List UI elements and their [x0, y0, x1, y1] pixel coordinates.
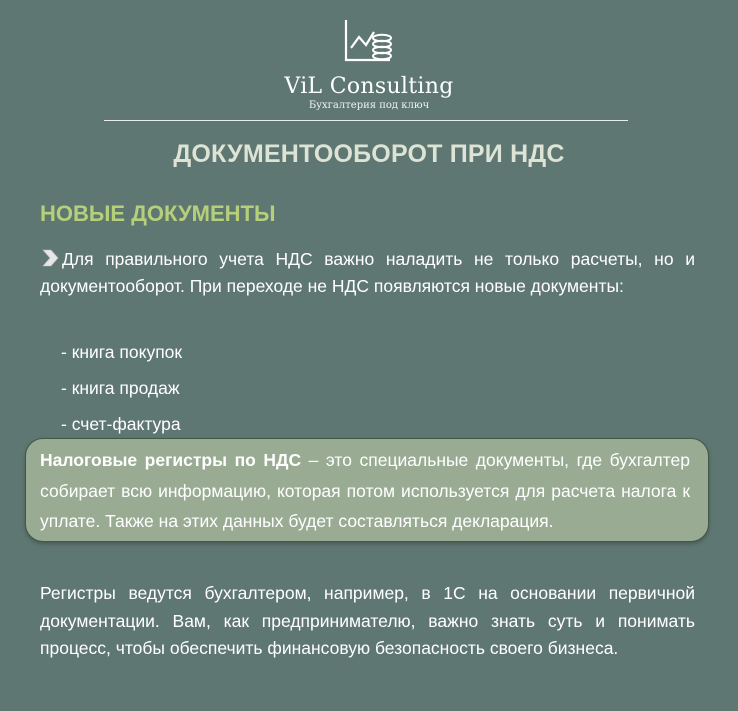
brand-name: ViL Consulting [284, 74, 454, 99]
section-heading: НОВЫЕ ДОКУМЕНТЫ [40, 201, 276, 226]
page-title: ДОКУМЕНТООБОРОТ ПРИ НДС [173, 140, 565, 168]
documents-list [61, 339, 182, 447]
closing-paragraph: Регистры ведутся бухгалтером, например, в 1С на основании первичной документации. Вам, как предпринимателю, важно знать суть и понимать процесс, чтобы обеспечить финансовую безопасность своего бизнеса. [40, 583, 695, 658]
intro-text: Для правильного учета НДС важно наладить не только расчеты, но и документооборот. При переходе не НДС появляются новые документы: [40, 249, 695, 296]
brand-tagline: Бухгалтерия под ключ [308, 100, 430, 111]
logo [0, 18, 738, 112]
definition-callout [25, 438, 709, 542]
callout-term: Налоговые регистры по НДС [40, 450, 302, 470]
header-divider [104, 120, 628, 121]
list-item: - книга продаж [61, 378, 180, 398]
callout-text: – это специальные документы, где бухгалтер собирает всю информацию, которая потом используется для расчета налога к уплате. Также на этих данных будет составляться декларация. [40, 450, 690, 531]
chart-coins-icon [342, 18, 396, 68]
intro-paragraph [40, 246, 695, 300]
list-item: - книга покупок [61, 342, 183, 362]
chevron-right-icon [40, 248, 60, 268]
list-item: - счет-фактура [61, 414, 181, 434]
